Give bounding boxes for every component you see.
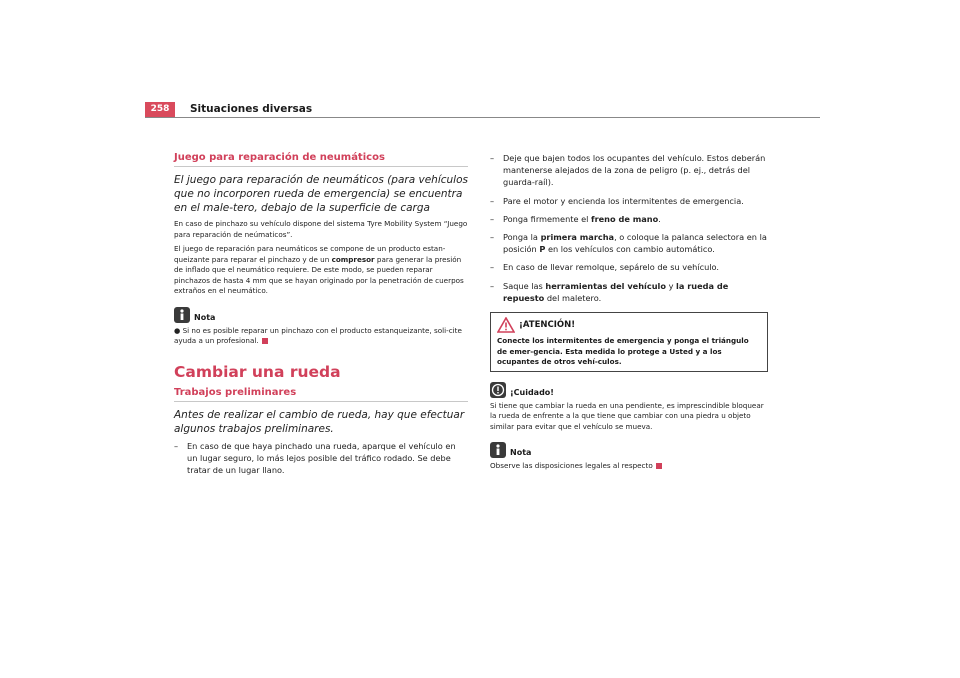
section-end-icon bbox=[262, 338, 268, 344]
lead-juego: El juego para reparación de neumáticos (para vehículos que no incorporen rueda de emergencia) se encuentra en el male-tero, debajo de la superficie de carga bbox=[174, 174, 468, 214]
bold-term: la rueda de repuesto bbox=[503, 280, 729, 303]
step-text: Ponga la bbox=[503, 232, 541, 243]
caution-text: Si tiene que cambiar la rueda en una pendiente, es imprescindible bloquear la rueda de enfrente a la que tiene que cambiar con una piedra u objeto similar para evitar que el vehículo se mueva. bbox=[490, 400, 764, 431]
note-text bbox=[490, 461, 768, 472]
bold-term: freno de mano bbox=[591, 213, 659, 224]
section-end-icon bbox=[656, 463, 662, 469]
caution-header bbox=[490, 382, 768, 398]
header-rule bbox=[145, 117, 820, 118]
step-text: Deje que bajen todos los ocupantes del vehículo. Estos deberán mantenerse alejados de la zona de peligro (p. ej., detrás del guarda-raíl). bbox=[503, 153, 766, 188]
warning-text: Conecte los intermitentes de emergencia y ponga el triángulo de emer-gencia. Esta medida lo protege a Usted y a los ocupantes de otros vehí-culos. bbox=[497, 336, 749, 367]
note-body: Si no es posible reparar un pinchazo con el producto estanqueizante, soli-cite ayuda a un profesional. bbox=[174, 325, 462, 345]
paragraph-text: para generar la presión de inflado que el neumático requiere. De este modo, se pueden reparar pinchazos de hasta 4 mm que se hayan originado por la penetración de cuerpos extraños en el neumático. bbox=[174, 254, 464, 295]
dash-marker: – bbox=[490, 232, 495, 243]
step-item bbox=[490, 152, 768, 189]
chapter-heading: Cambiar una rueda bbox=[174, 362, 341, 381]
right-column bbox=[490, 152, 768, 476]
step-text: , o coloque la palanca selectora en la posición bbox=[503, 232, 767, 255]
bold-term: herramientas del vehículo bbox=[545, 280, 666, 291]
bold-term: compresor bbox=[331, 254, 375, 264]
paragraph-text: El juego de reparación para neumáticos se compone de un producto estan-queizante para reparar el pinchazo y de un bbox=[174, 244, 446, 264]
warning-title: ¡ATENCIÓN! bbox=[519, 320, 576, 331]
note-text bbox=[174, 326, 468, 347]
paragraph-tyre-mobility: En caso de pinchazo su vehículo dispone del sistema Tyre Mobility System “Juego para reparación de neúmaticos”. bbox=[174, 219, 468, 239]
step-item bbox=[490, 195, 768, 207]
step-text: Ponga firmemente el bbox=[503, 213, 592, 224]
step-item bbox=[490, 280, 768, 304]
step-item bbox=[490, 231, 768, 255]
paragraph-compresor bbox=[174, 244, 468, 297]
step-item bbox=[174, 440, 468, 477]
dash-marker: – bbox=[490, 280, 495, 291]
step-text: En caso de que haya pinchado una rueda, aparque el vehículo en un lugar seguro, lo más lejos posible del tráfico rodado. Se debe tratar de un lugar llano. bbox=[187, 440, 456, 475]
warning-box bbox=[490, 312, 768, 372]
page-number: 258 bbox=[145, 102, 175, 117]
step-text: Saque las bbox=[503, 280, 546, 291]
note-header bbox=[174, 307, 468, 323]
note-body: Observe las disposiciones legales al respecto bbox=[490, 461, 653, 471]
caution-title: ¡Cuidado! bbox=[510, 387, 554, 397]
running-title: Situaciones diversas bbox=[190, 103, 313, 115]
section-heading-trabajos: Trabajos preliminares bbox=[174, 387, 468, 402]
step-text: y bbox=[665, 280, 677, 291]
lead-trabajos: Antes de realizar el cambio de rueda, hay que efectuar algunos trabajos preliminares. bbox=[174, 408, 465, 435]
step-item bbox=[490, 261, 768, 273]
steps-list-right bbox=[490, 152, 768, 304]
note-header-right bbox=[490, 442, 768, 458]
caution-icon bbox=[490, 382, 506, 398]
step-text: En caso de llevar remolque, sepárelo de su vehículo. bbox=[503, 262, 720, 273]
note-title: Nota bbox=[194, 312, 216, 322]
step-text: Pare el motor y encienda los intermitentes de emergencia. bbox=[503, 195, 744, 206]
left-column bbox=[174, 152, 468, 482]
bold-term: primera marcha bbox=[540, 232, 615, 243]
dash-marker: – bbox=[490, 195, 495, 206]
warning-header bbox=[497, 317, 761, 333]
note-title: Nota bbox=[510, 448, 532, 458]
note-icon bbox=[174, 307, 190, 323]
warning-triangle-icon bbox=[497, 317, 513, 333]
step-item bbox=[490, 213, 768, 225]
bold-term: P bbox=[539, 244, 546, 255]
steps-list-left bbox=[174, 440, 468, 477]
dash-marker: – bbox=[490, 153, 495, 163]
dash-marker: – bbox=[490, 213, 495, 224]
dash-marker: – bbox=[174, 440, 179, 451]
note-bullet: ● bbox=[174, 325, 181, 335]
step-text: del maletero. bbox=[544, 292, 602, 303]
step-text: . bbox=[658, 213, 661, 224]
dash-marker: – bbox=[490, 262, 495, 273]
note-icon bbox=[490, 442, 506, 458]
step-text: en los vehículos con cambio automático. bbox=[545, 244, 715, 255]
section-heading-juego: Juego para reparación de neumáticos bbox=[174, 152, 468, 167]
